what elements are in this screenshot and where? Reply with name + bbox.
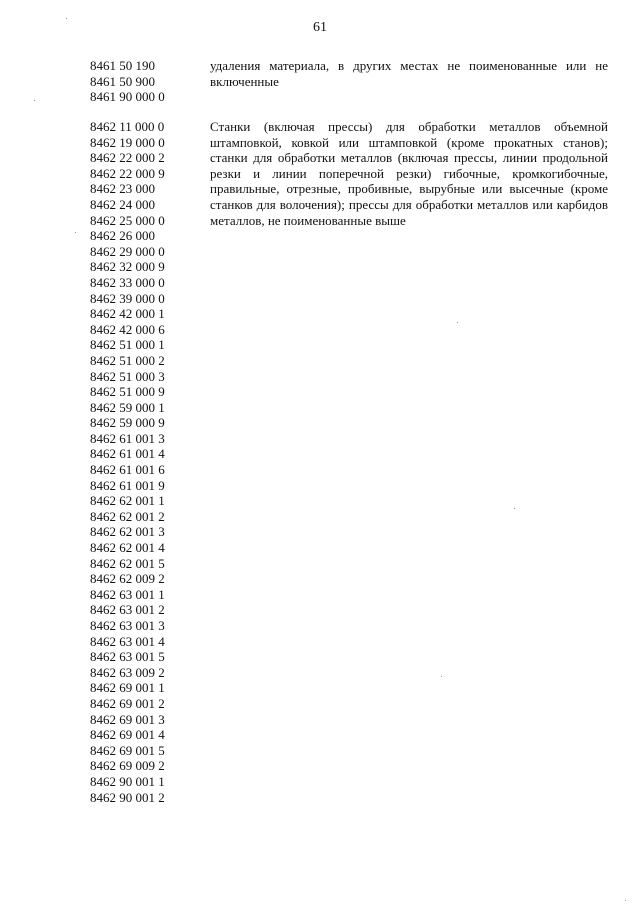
code-item: 8462 59 000 1 — [90, 399, 165, 415]
code-item: 8462 33 000 0 — [90, 274, 165, 290]
code-item: 8461 90 000 0 — [90, 89, 165, 105]
scan-speck — [625, 900, 626, 901]
code-item: 8462 63 001 5 — [90, 649, 165, 665]
scan-speck — [441, 676, 442, 677]
code-item: 8462 69 001 2 — [90, 695, 165, 711]
code-item: 8462 32 000 9 — [90, 259, 165, 275]
code-item: 8462 62 001 1 — [90, 493, 165, 509]
code-list — [90, 58, 165, 105]
code-item: 8462 90 001 2 — [90, 789, 165, 805]
code-item: 8462 62 009 2 — [90, 571, 165, 587]
code-item: 8462 22 000 2 — [90, 150, 165, 166]
code-item: 8462 62 001 3 — [90, 524, 165, 540]
code-item: 8462 59 000 9 — [90, 415, 165, 431]
code-item: 8462 69 009 2 — [90, 758, 165, 774]
scan-speck — [66, 18, 67, 19]
entry-description: Станки (включая прессы) для обработки металлов объемной штамповкой, ковкой или штамповкой (кроме прокатных станов); станки для обработки металлов (включая прессы, линии продольной резки и линии поперечной резки) гибочные, кромкогибочные, правильные, отрезные, пробивные, вырубные или высечные (кроме станков для волочения); прессы для обработки металлов или карбидов металлов, не поименованные выше — [210, 119, 608, 228]
code-item: 8462 51 000 3 — [90, 368, 165, 384]
code-item: 8462 11 000 0 — [90, 119, 165, 134]
code-list — [90, 119, 165, 805]
code-item: 8462 51 000 2 — [90, 352, 165, 368]
code-item: 8462 69 001 3 — [90, 711, 165, 727]
code-item: 8462 51 000 1 — [90, 337, 165, 353]
scan-speck — [514, 508, 515, 509]
code-item: 8462 51 000 9 — [90, 384, 165, 400]
code-item: 8462 29 000 0 — [90, 243, 165, 259]
scan-speck — [75, 232, 76, 233]
code-item: 8462 62 001 5 — [90, 555, 165, 571]
code-item: 8462 61 001 4 — [90, 446, 165, 462]
code-item: 8462 19 000 0 — [90, 134, 165, 150]
code-item: 8462 42 000 1 — [90, 306, 165, 322]
code-item: 8462 63 001 3 — [90, 618, 165, 633]
code-item: 8462 63 009 2 — [90, 664, 165, 680]
code-item: 8461 50 900 — [90, 73, 155, 89]
code-item: 8462 69 001 4 — [90, 727, 165, 743]
code-item: 8462 69 001 5 — [90, 742, 165, 758]
code-item: 8462 42 000 6 — [90, 321, 165, 337]
entry-description: удаления материала, в других местах не поименованные или не включенные — [210, 58, 608, 89]
code-item: 8462 61 001 9 — [90, 477, 165, 493]
code-item: 8462 26 000 — [90, 228, 155, 244]
code-item: 8462 23 000 — [90, 181, 155, 197]
code-item: 8462 61 001 6 — [90, 462, 165, 478]
code-item: 8462 61 001 3 — [90, 430, 165, 446]
code-item: 8462 22 000 9 — [90, 165, 165, 181]
code-item: 8461 50 190 — [90, 58, 155, 73]
code-item: 8462 69 001 1 — [90, 680, 165, 696]
code-item: 8462 25 000 0 — [90, 212, 165, 228]
code-item: 8462 63 001 4 — [90, 633, 165, 649]
code-item: 8462 62 001 2 — [90, 508, 165, 524]
code-item: 8462 39 000 0 — [90, 290, 165, 306]
page-number: 61 — [313, 20, 327, 35]
code-item: 8462 63 001 1 — [90, 586, 165, 602]
code-item: 8462 62 001 4 — [90, 540, 165, 556]
scan-speck — [34, 100, 35, 101]
scan-speck — [457, 322, 458, 323]
code-item: 8462 90 001 1 — [90, 773, 165, 789]
code-item: 8462 63 001 2 — [90, 602, 165, 618]
code-item: 8462 24 000 — [90, 196, 155, 212]
